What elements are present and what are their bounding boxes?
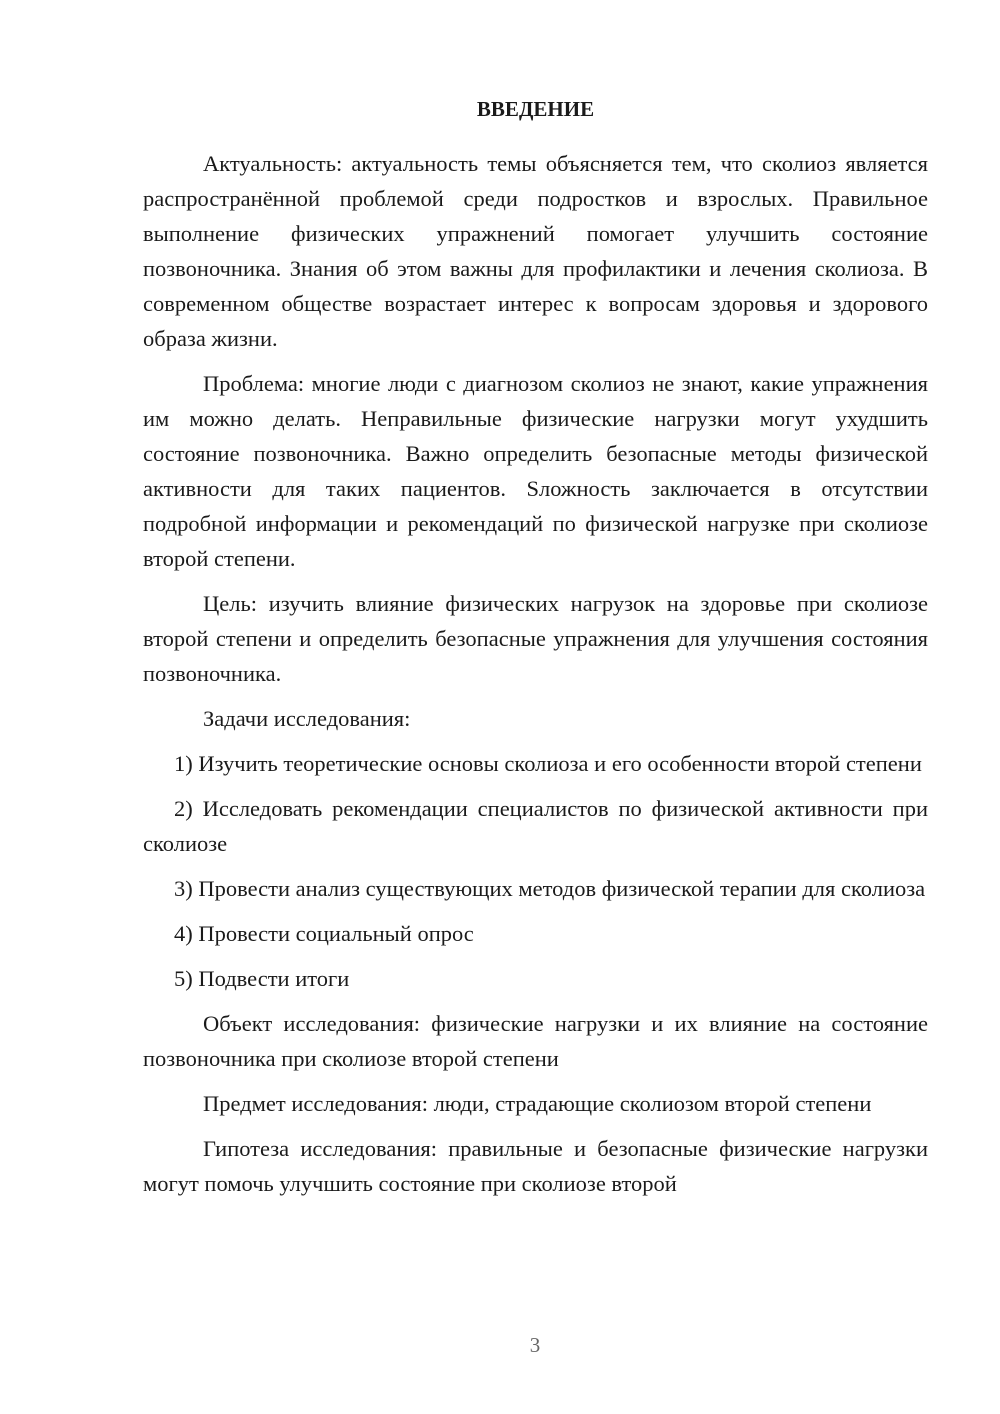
hypothesis-paragraph: Гипотеза исследования: правильные и безопасные физические нагрузки могут помочь улучшить состояние при сколиозе второй [143,1136,928,1196]
goal-paragraph: Цель: изучить влияние физических нагрузок на здоровье при сколиозе второй степени и определить безопасные упражнения для улучшения состояния позвоночника. [143,591,928,686]
task-item: 3) Провести анализ существующих методов физической терапии для сколиоза [174,876,926,901]
relevance-paragraph: Актуальность: актуальность темы объясняется тем, что сколиоз является распространённой проблемой среди подростков и взрослых. Правильное выполнение физических упражнений помогает улучшить состояние позвоночника. Знания об этом важны для профилактики и лечения сколиоза. В современном обществе возрастает интерес к вопросам здоровья и здорового образа жизни. [143,151,928,351]
tasks-heading: Задачи исследования: [203,706,411,731]
task-item: 5) Подвести итоги [174,966,350,991]
task-item: 1) Изучить теоретические основы сколиоза и его особенности второй степени [174,751,922,776]
section-title: ВВЕДЕНИЕ [476,97,595,121]
document-body [143,92,928,1201]
subject-paragraph: Предмет исследования: люди, страдающие сколиозом второй степени [203,1091,872,1116]
page-number: 3 [529,1333,541,1357]
object-paragraph: Объект исследования: физические нагрузки и их влияние на состояние позвоночника при сколиозе второй степени [143,1011,928,1071]
task-item: 4) Провести социальный опрос [174,921,474,946]
problem-paragraph: Проблема: многие люди с диагнозом сколиоз не знают, какие упражнения им можно делать. Неправильные физические нагрузки могут ухудшить состояние позвоночника. Важно определить безопасные методы физической активности для таких пациентов. Sложность заключается в отсутствии подробной информации и рекомендаций по физической нагрузке при сколиозе второй степени. [143,371,928,571]
task-item: 2) Исследовать рекомендации специалистов по физической активности при сколиозе [143,796,928,856]
